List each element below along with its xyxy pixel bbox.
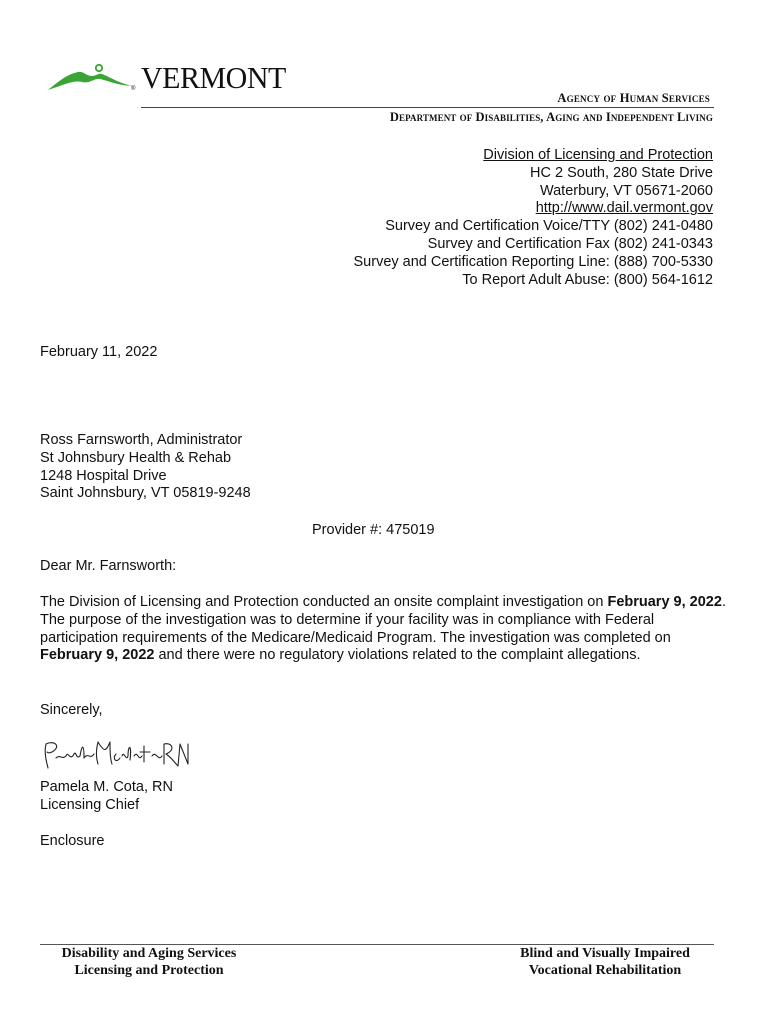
- footer-left-line-1: Disability and Aging Services: [61, 946, 237, 961]
- body-text-part-3: and there were no regulatory violations related to the complaint allegations.: [154, 647, 641, 664]
- recipient-city: Saint Johnsbury, VT 05819-9248: [40, 485, 251, 502]
- completion-date: February 9, 2022: [40, 647, 155, 664]
- registered-mark: ®: [131, 86, 136, 92]
- footer-right-line-1: Blind and Visually Impaired: [520, 946, 690, 961]
- letter-date: February 11, 2022: [40, 344, 158, 360]
- recipient-facility: St Johnsbury Health & Rehab: [40, 449, 232, 466]
- body-text-part-2: . The purpose of the investigation was to determine if your facility was in compliance with Federal participation requirements of the Medicare/Medicaid Program. The investigation was completed on: [40, 594, 726, 646]
- vermont-wordmark: VERMONT: [141, 61, 286, 96]
- division-street: HC 2 South, 280 State Drive: [530, 164, 713, 181]
- department-name: Department of Disabilities, Aging and Independent Living: [389, 110, 713, 124]
- body-paragraph: [40, 594, 730, 665]
- handwritten-signature: [40, 736, 190, 772]
- reporting-line: Survey and Certification Reporting Line: (888) 700-5330: [353, 253, 713, 270]
- abuse-report-line: To Report Adult Abuse: (800) 564-1612: [462, 271, 713, 288]
- investigation-date: February 9, 2022: [607, 594, 722, 610]
- enclosure-note: Enclosure: [40, 833, 105, 849]
- agency-name: Agency of Human Services: [557, 91, 710, 105]
- signer-name: Pamela M. Cota, RN: [40, 779, 173, 795]
- division-city: Waterbury, VT 05671-2060: [539, 182, 713, 199]
- body-text-part-1: The Division of Licensing and Protection conducted an onsite complaint investigation on: [40, 594, 608, 610]
- voice-phone: Survey and Certification Voice/TTY (802) 241-0480: [385, 218, 713, 235]
- recipient-name: Ross Farnsworth, Administrator: [40, 432, 243, 448]
- closing: Sincerely,: [40, 702, 103, 718]
- footer-right-line-2: Vocational Rehabilitation: [528, 963, 682, 978]
- division-address-block: [354, 147, 714, 289]
- division-website-link[interactable]: http://www.dail.vermont.gov: [535, 200, 713, 217]
- recipient-address-block: [40, 432, 251, 503]
- fax-number: Survey and Certification Fax (802) 241-0343: [427, 235, 713, 252]
- footer-left: [40, 945, 258, 979]
- signer-title: Licensing Chief: [40, 796, 140, 813]
- header-divider: [141, 107, 714, 108]
- division-name: Division of Licensing and Protection: [483, 147, 713, 163]
- footer-right: [500, 945, 710, 979]
- signer-block: [40, 779, 173, 815]
- recipient-street: 1248 Hospital Drive: [40, 467, 167, 484]
- salutation: Dear Mr. Farnsworth:: [40, 558, 177, 574]
- provider-number: Provider #: 475019: [312, 522, 435, 538]
- footer-left-line-2: Licensing and Protection: [74, 963, 224, 978]
